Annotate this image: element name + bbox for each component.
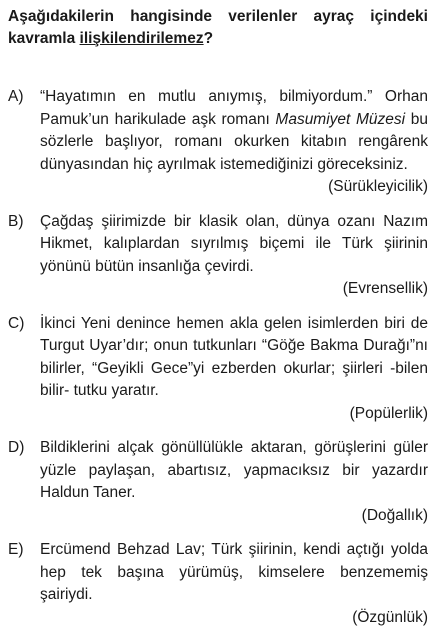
option-d[interactable] (8, 437, 428, 527)
novel-title: Masumiyet Müzesi (275, 110, 406, 128)
option-text-continued: bu sözlerle başlıyor, romanı okurken kitabın rengârenk dünyasından hiç ayrılmak istemediğinizi göreceksiniz. (40, 110, 428, 173)
option-tag-line (40, 505, 428, 528)
option-letter: B) (8, 212, 24, 230)
option-text: İkinci Yeni denince hemen akla gelen isimlerden biri de Turgut Uyar’dır; onun tutkunları “Göğe Bakma Durağı”nı bilirler, “Geyikli Gece”yi ezberden okurlar; şiirleri -bilen bilir- tutku yaratır. (40, 314, 428, 399)
option-text: Ercümend Behzad Lav; Türk şiirinin, kendi açtığı yolda hep tek başına yürümüş, kimselere benzememiş şairiydi. (40, 541, 428, 603)
option-tag-line (40, 176, 428, 199)
concept-tag: (Doğallık) (361, 506, 428, 524)
option-c[interactable] (8, 313, 428, 426)
question-underlined-word: ilişkilendirilemez (79, 30, 204, 47)
concept-tag: (Özgünlük) (352, 608, 428, 626)
option-a[interactable] (8, 86, 428, 199)
option-tag-line (40, 278, 428, 301)
option-tag-line (40, 403, 428, 426)
option-letter: D) (8, 439, 25, 456)
option-letter: C) (8, 314, 25, 332)
option-letter: E) (8, 541, 24, 558)
option-b[interactable] (8, 211, 428, 301)
question-stem (8, 6, 428, 50)
option-text: Bildiklerini alçak gönüllülükle aktaran, görüşlerini güler yüzle paylaşan, abartısız, yapmacıksız bir yazardır Haldun Taner. (40, 439, 428, 501)
option-letter: A) (8, 88, 24, 105)
option-tag-line (40, 607, 428, 630)
question-mark: ? (203, 30, 214, 47)
option-text: Çağdaş şiirimizde bir klasik olan, dünya ozanı Nazım Hikmet, kalıplardan sıyrılmış biçemi ile Türk şiirinin yönünü bütün insanlığa çevirdi. (40, 212, 428, 275)
option-text: “Hayatımın en mutlu anıymış, bilmiyordum.” Orhan Pamuk’un harikulade aşk romanı (40, 88, 428, 128)
concept-tag: (Popülerlik) (349, 404, 428, 422)
concept-tag: (Sürükleyicilik) (328, 178, 428, 195)
option-e[interactable] (8, 539, 428, 629)
answer-options (8, 86, 428, 641)
concept-tag: (Evrensellik) (342, 280, 428, 297)
question-text: Aşağıdakilerin hangisinde verilenler ayraç içindeki kavramla (8, 8, 428, 47)
